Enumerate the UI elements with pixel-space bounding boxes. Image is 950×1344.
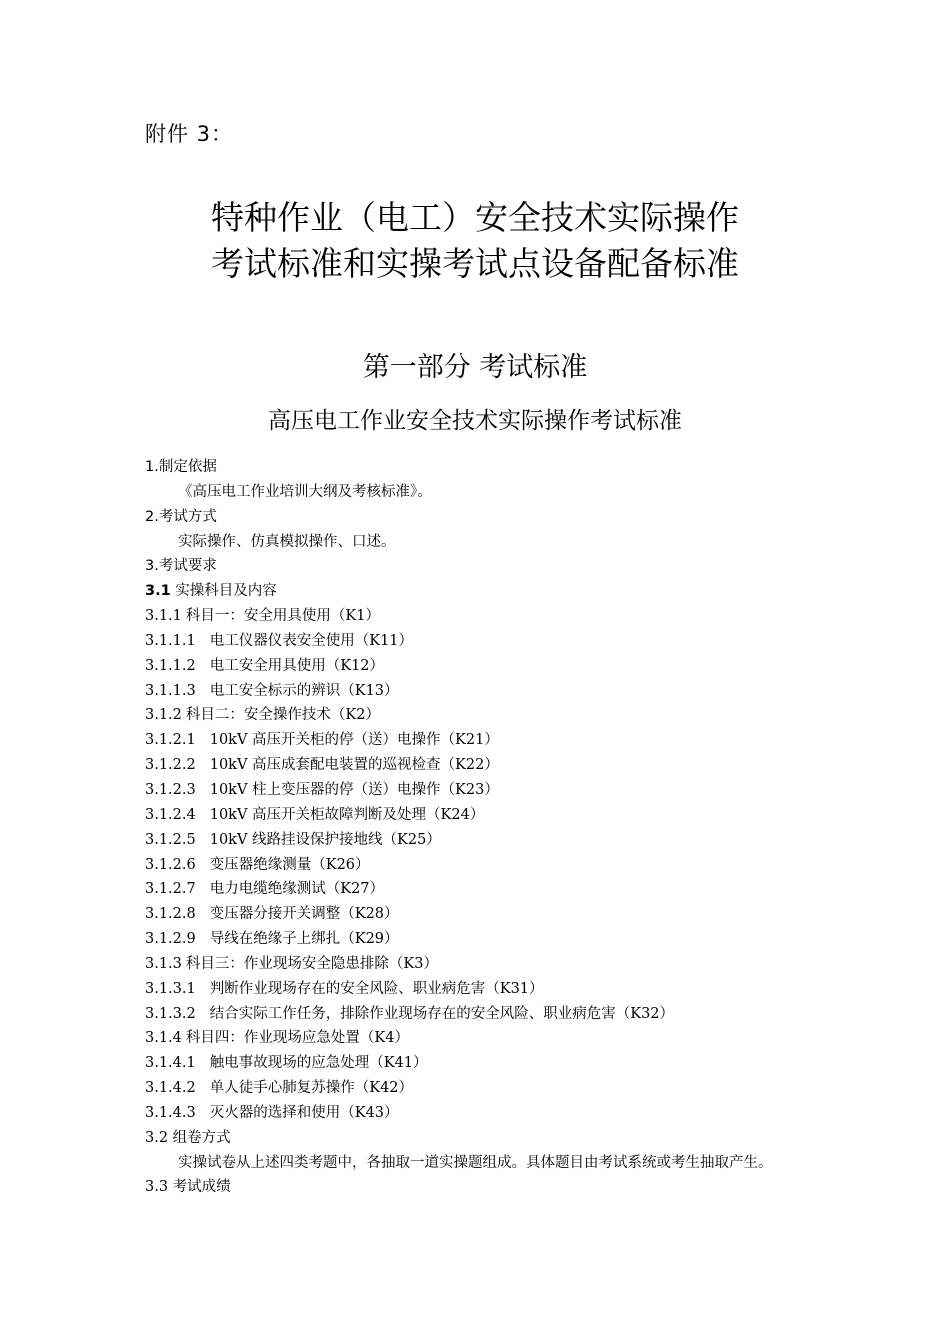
list-item [145,853,825,878]
list-item-number: 3.1.3 [145,955,182,972]
list-item-text: 灭火器的选择和使用（K43） [209,1104,399,1121]
list-item-number: 3.1.2.4 [145,806,196,823]
list-item [145,902,825,927]
list-item-number: 3.1.2.8 [145,906,196,923]
list-item-text: 电力电缆绝缘测试（K27） [209,881,385,898]
subject-item-list [145,604,825,1126]
list-item [145,803,825,828]
list-item-number: 3.1.2.5 [145,831,196,848]
list-item-number: 3.1.2.3 [145,781,196,798]
list-item-number: 3.1.2.7 [145,881,196,898]
attachment-label: 附件 3： [145,122,234,146]
sub-title: 高压电工作业安全技术实际操作考试标准 [268,408,682,434]
list-item [145,877,825,902]
list-item-text: 单人徒手心肺复苏操作（K42） [209,1080,414,1097]
list-item [145,753,825,778]
list-item-text: 10kV 高压开关柜的停（送）电操作（K21） [209,732,499,749]
list-item [145,679,825,704]
list-item [145,1101,825,1126]
list-item [145,828,825,853]
list-item [145,703,825,728]
list-item [145,778,825,803]
part-title: 第一部分 考试标准 [362,352,588,383]
list-item-text: 科目三：作业现场安全隐患排除（K3） [185,955,438,972]
section-1-heading: 1.制定依据 [145,459,217,475]
list-item-text: 10kV 高压成套配电装置的巡视检查（K22） [209,757,499,774]
document-body [145,455,825,1200]
list-item [145,1002,825,1027]
main-title-line-2: 考试标准和实操考试点设备配备标准 [211,244,739,283]
list-item-number: 3.1.2.9 [145,931,196,948]
section-3-1-number: 3.1 [145,583,171,600]
list-item [145,728,825,753]
section-3-3-heading: 3.3 考试成绩 [145,1179,231,1196]
list-item-text: 科目一：安全用具使用（K1） [185,608,380,625]
list-item-number: 3.1.3.1 [145,980,196,997]
list-item-text: 电工安全用具使用（K12） [209,657,385,674]
list-item [145,977,825,1002]
list-item-number: 3.1.2.1 [145,732,196,749]
section-2-text: 实际操作、仿真模拟操作、口述。 [178,533,396,550]
list-item-text: 电工安全标示的辨识（K13） [209,682,399,699]
section-3-heading: 3.考试要求 [145,558,217,575]
list-item-text: 10kV 线路挂设保护接地线（K25） [209,831,441,848]
list-item [145,927,825,952]
list-item-text: 科目四：作业现场应急处置（K4） [185,1030,409,1047]
section-2-heading: 2.考试方式 [145,508,217,525]
list-item-number: 3.1.2.2 [145,757,196,774]
section-1-text: 《高压电工作业培训大纲及考核标准》。 [178,483,432,500]
list-item-number: 3.1.3.2 [145,1005,196,1022]
list-item [145,1026,825,1051]
list-item-text: 结合实际工作任务，排除作业现场存在的安全风险、职业病危害（K32） [209,1005,675,1022]
list-item-number: 3.1.2.6 [145,856,196,873]
list-item-number: 3.1.1.3 [145,682,196,699]
list-item-text: 10kV 柱上变压器的停（送）电操作（K23） [209,781,499,798]
list-item [145,629,825,654]
list-item-number: 3.1.4.3 [145,1104,196,1121]
list-item-text: 导线在绝缘子上绑扎（K29） [209,931,399,948]
list-item-text: 变压器分接开关调整（K28） [209,906,399,923]
list-item [145,654,825,679]
section-3-1-heading [145,579,825,604]
list-item [145,1051,825,1076]
list-item-text: 电工仪器仪表安全使用（K11） [209,632,414,649]
list-item-number: 3.1.4.1 [145,1055,196,1072]
list-item-text: 科目二：安全操作技术（K2） [185,707,380,724]
list-item-number: 3.1.1.2 [145,657,196,674]
section-3-1-text: 实操科目及内容 [175,583,277,600]
list-item-text: 触电事故现场的应急处理（K41） [209,1055,428,1072]
list-item [145,604,825,629]
list-item-number: 3.1.4.2 [145,1080,196,1097]
list-item-text: 变压器绝缘测量（K26） [209,856,370,873]
section-3-2-heading: 3.2 组卷方式 [145,1129,231,1146]
main-title-line-1: 特种作业（电工）安全技术实际操作 [211,198,739,237]
list-item-number: 3.1.4 [145,1030,182,1047]
list-item-number: 3.1.1.1 [145,632,196,649]
list-item [145,1076,825,1101]
section-3-2-text: 实操试卷从上述四类考题中，各抽取一道实操题组成。具体题目由考试系统或考生抽取产生。 [178,1154,773,1171]
list-item-number: 3.1.1 [145,608,182,625]
list-item [145,952,825,977]
list-item-text: 判断作业现场存在的安全风险、职业病危害（K31） [209,980,544,997]
list-item-text: 10kV 高压开关柜故障判断及处理（K24） [209,806,485,823]
list-item-number: 3.1.2 [145,707,182,724]
